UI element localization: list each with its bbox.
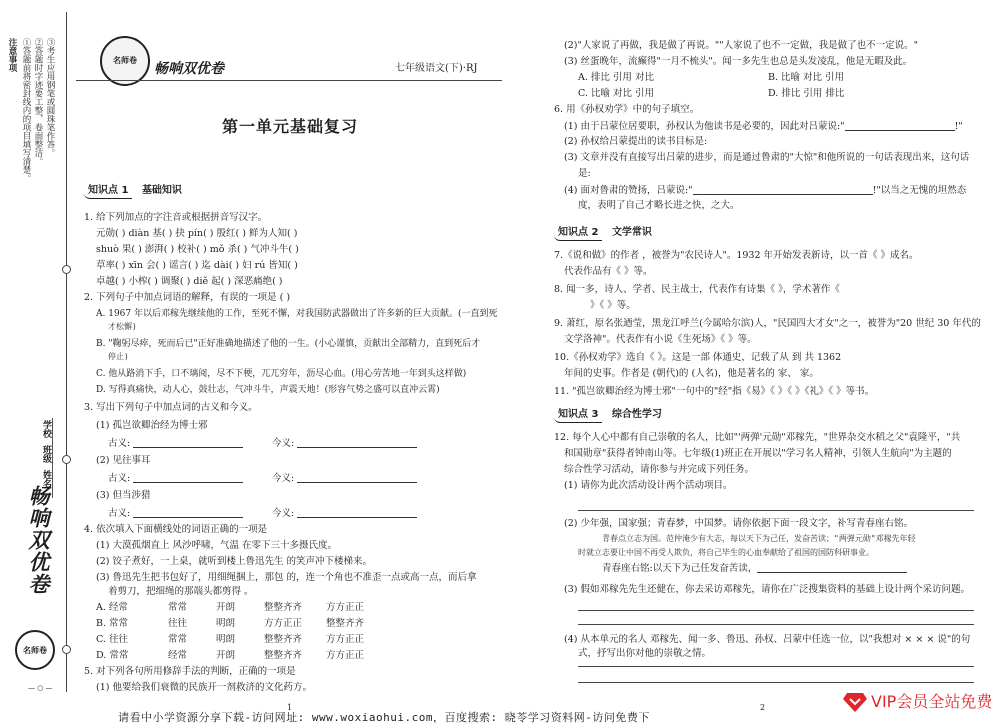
footer-watermark: 请看中小学资源分享下载-访问网址: www.woxiaohui.com，百度搜索: 晓苓学习资料网-访问免费下: [118, 711, 650, 723]
header-subject: 七年级语文(下)·RJ: [395, 63, 478, 74]
q12-task-3: (3) 假如邓稼先先生还健在，你去采访邓稼先，请你在广泛搜集资料的基础上设计两个采访问题。: [564, 584, 970, 595]
q5-option-b: B. 比喻 对比 引用: [768, 72, 845, 83]
q2-stem: 2. 下列句子中加点词语的解释，有误的一项是 ( ): [84, 292, 291, 303]
q11-line: 11. "孤岂欲卿治经为博士邪"一句中的"经"指《易》《 》《 》《礼》《 》等书。: [554, 386, 875, 397]
page-number-left: 1: [287, 703, 293, 712]
q12-task-2-passage-1: 青春点立志为国。范仲淹少有大志，每以天下为己任，发奋苦读；"两弹元勋"邓稼先年轻: [602, 534, 916, 543]
q2-option-a: A. 1967 年以后邓稼先继续他的工作，至死不懈，对我国防武器做出了许多新的巨大贡献。(一直到死: [96, 309, 498, 319]
section-3-title: 综合性学习: [611, 409, 662, 420]
field-underline: [52, 418, 53, 498]
left-column: 知识点 1 基础知识 1. 给下列加点的字注音或根据拼音写汉字。 元勋( ) diàn 基( ) 抉 pín( ) 殷红( ) 鲜为人知( ) shuò 果( ) 澎湃( ) 校补( ) mǒ 杀( ) 气冲斗牛( ) 草率( ) xīn 会( ) 谣言( ) 迄 dài( ) 妇 rú 皆知( ) 卓越( ) 小榨( ) 调聚( ) diě 起( ) 深恶痛绝( ) 2. 下列句子中加点词语的解释，有误的一项是 ( ) A. 1967 年以后邓稼先继续他的工作，至死不懈，对我国防武器做出了许多新的巨大贡献。(一直到死 才松懈) B. "鞠躬尽瘁，死而后已"正好准确地描述了他的一生。(小心谨慎，贡献出全部精力，直到死后才 停止) C. 他从路消下手，口不璃阅，尽不下梗，兀兀穷年，沥尽心血。(用心劳苦地一年到头这样做) D. 写得真痛快，动人心，鼓壮志，气冲斗牛，声震天地！(形容气势之盛可以直冲云霄) 3. 写出下列句子中加点词的古义和今义。 (1) 孤岂欲卿治经为博士邪 古义: 今义: (2) 见往事耳 古义: 今义: (3) 但当涉猎 古义: 今义: 4. 依次填入下面横线处的词语正确的一项是 (1) 大漠孤烟直上 风沙呼啸，气温 在零下三十多摄氏度。 (2) 饺子煮好，一上桌，就听到楼上鲁迅先生 的笑声冲下楼梯来。 (3) 鲁迅先生把书包好了，用细绳捆上，那包 的，连一个角也不准歪一点或高一点，而后拿 着剪刀，把细绳的那端头都剪得 。 A. 经常 常常 开朗 整整齐齐 方方正正 B. 常常 往往 明朗 方方正正 整整齐齐 C. 往往 常常 明朗 整整齐齐 方方正正 D. 常常 经常 开朗 整整齐齐 方方正正 5. 对下列各句所用修辞手法的判断，正确的一项是 (1) 他要给我们衰微的民族开一剂救济的文化药方。: [84, 185, 498, 693]
q4-sentence-3: (3) 鲁迅先生把书包好了，用细绳捆上，那包 的，连一个角也不准歪一点或高一点，而后拿: [96, 572, 477, 583]
q8-line-2: 》《 》等。: [590, 300, 636, 311]
strip-brand: 畅响双优卷: [26, 485, 51, 595]
q5-item-1: (1) 他要给我们衰微的民族开一剂救济的文化药方。: [96, 682, 312, 693]
q12-task-2-motto: 青春座右铭:以天下为己任发奋苦读，: [602, 562, 907, 576]
q9-line-1: 9. 萧红，原名张迺莹，黑龙江呼兰(今属哈尔滨)人，"民国四大才女"之一，被誉为"20 世纪 30 年代的: [554, 318, 981, 329]
q3-jin-3: 今义:: [272, 507, 417, 521]
section-3-heading: [554, 408, 662, 423]
page-number-right: 2: [760, 703, 766, 712]
q5-option-c: C. 比喻 对比 引用: [578, 88, 655, 99]
vip-banner[interactable]: [842, 684, 1008, 720]
q10-line-2: 年间的史事。作者是 (朝代)的 (人名)，他是著名的 家、 家。: [564, 368, 819, 379]
q12-task-4: (4) 从本单元的名人 邓稼先、闻一多、鲁迅、孙权、吕蒙中任选一位，以"我想对 × × × 说"的句: [564, 634, 971, 645]
q1-row-3: 草率( ) xīn 会( ) 谣言( ) 迄 dài( ) 妇 rú 皆知( ): [96, 260, 298, 271]
header-brand: 畅响双优卷: [154, 61, 224, 77]
notes-line-2: ②答题时字迹要工整，卷面整洁。: [33, 38, 43, 166]
header-rule: [76, 80, 502, 81]
q3-item-3: (3) 但当涉猎: [96, 490, 151, 501]
answer-line-5[interactable]: [578, 682, 974, 683]
q7-line-1: 7.《说和做》的作者 ，被誉为"农民诗人"。1932 年开始发表新诗，以一首《 》成名。: [554, 250, 919, 261]
q6-item-3: (3) 文章并没有直接写出吕蒙的进步，而是通过鲁肃的"大惊"和他所说的一句话表现出来，这句话: [564, 152, 970, 163]
q2-option-b-cont: 停止): [108, 352, 129, 361]
q9-line-2: 文学洛神"。代表作有小说《生死场》《 》等。: [564, 334, 757, 345]
field-class: 班级: [41, 445, 51, 463]
binding-hole-1: [62, 265, 71, 274]
binding-hole-2: [62, 455, 71, 464]
q5-stem: 5. 对下列各句所用修辞手法的判断，正确的一项是: [84, 666, 296, 677]
field-name: 姓名: [41, 470, 51, 488]
field-school: 学校: [41, 420, 51, 438]
answer-line-2[interactable]: [578, 610, 974, 611]
q12-task-2-passage-2: 时就立志要让中国不再受人欺负，将自己毕生的心血奉献给了祖国的国防科研事业。: [578, 548, 874, 557]
q3-gu-1: 古义:: [108, 437, 243, 451]
section-1-title: 基础知识: [141, 185, 182, 196]
q1-row-2: shuò 果( ) 澎湃( ) 校补( ) mǒ 杀( ) 气冲斗牛( ): [96, 244, 299, 255]
q4-sentence-2: (2) 饺子煮好，一上桌，就听到楼上鲁迅先生 的笑声冲下楼梯来。: [96, 556, 372, 567]
q7-line-2: 代表作品有《 》等。: [564, 266, 653, 277]
section-2-label: 知识点 2: [554, 226, 602, 241]
vip-diamond-icon: [842, 691, 868, 713]
strip-logo: [15, 630, 55, 670]
page-title: 第一单元基础复习: [222, 117, 359, 136]
q5-item-2: (2)"人家说了再做，我是做了再说。""人家说了也不一定做，我是做了也不一定说。": [564, 40, 918, 51]
notes-line-3: ③考生应用钢笔或圆珠笔作答。: [45, 38, 55, 157]
q2-option-a-cont: 才松懈): [108, 322, 137, 331]
q6-item-1: (1) 由于吕蒙位居要职，孙权认为他读书是必要的，因此对吕蒙说:" !": [564, 121, 963, 132]
section-3-label: 知识点 3: [554, 408, 602, 423]
q6-stem: 6. 用《孙权劝学》中的句子填空。: [554, 104, 700, 115]
q6-item-2: (2) 孙权给吕蒙提出的读书目标是:: [564, 136, 708, 147]
header-logo-text: 名师卷: [113, 55, 137, 65]
q12-task-2: (2) 少年强，国家强；青春梦，中国梦。请你依据下面一段文字，补写青春座右铭。: [564, 518, 913, 529]
q2-option-d: D. 写得真痛快，动人心，鼓壮志，气冲斗牛，声震天地！(形容气势之盛可以直冲云霄): [96, 385, 440, 395]
answer-line-1[interactable]: [578, 510, 974, 511]
q3-stem: 3. 写出下列句子中加点词的古义和今义。: [84, 402, 258, 413]
section-2-heading: [554, 226, 652, 241]
q1-row-4: 卓越( ) 小榨( ) 调聚( ) diě 起( ) 深恶痛绝( ): [96, 276, 283, 287]
q5-item-3: (3) 丝蛋晚年，流癫得"一月不梳头"。闻一多先生也总是头发凌乱，他是无暇及此。: [564, 56, 913, 67]
q4-sentence-1: (1) 大漠孤烟直上 风沙呼啸，气温 在零下三十多摄氏度。: [96, 540, 338, 551]
q3-item-2: (2) 见往事耳: [96, 455, 151, 466]
q4-sentence-3-cont: 着剪刀，把细绳的那端头都剪得 。: [108, 586, 254, 597]
q12-task-1: (1) 请你为此次活动设计两个活动项目。: [564, 480, 733, 491]
binding-hole-3: [62, 645, 71, 654]
q2-option-c: C. 他从路消下手，口不璃阅，尽不下梗，兀兀穷年，沥尽心血。(用心劳苦地一年到头这样做): [96, 369, 467, 379]
q1-stem: 1. 给下列加点的字注音或根据拼音写汉字。: [84, 212, 268, 223]
strip-logo-text: 名师卷: [23, 644, 47, 655]
q6-item-4-cont: 度，表明了自己才略长进之快，之大。: [578, 200, 740, 211]
q3-gu-2: 古义:: [108, 472, 243, 486]
q3-jin-1: 今义:: [272, 437, 417, 451]
section-2-title: 文学常识: [611, 227, 652, 238]
right-column: [554, 40, 984, 690]
notes-title: 注意事项: [7, 38, 17, 72]
answer-line-3[interactable]: [578, 624, 974, 625]
q5-option-a: A. 排比 引用 对比: [578, 72, 654, 83]
q6-item-4: (4) 面对鲁肃的赞扬，吕蒙说:" !"以当之无愧的坦然态: [564, 185, 967, 196]
q3-jin-2: 今义:: [272, 472, 417, 486]
q10-line-1: 10.《孙权劝学》选自《 》。这是一部 体通史，记载了从 到 共 1362: [554, 352, 842, 363]
q5-option-d: D. 排比 引用 排比: [768, 88, 845, 99]
q12-task-4-cont: 式，抒写出你对他的崇敬之情。: [578, 648, 712, 659]
q12-stem-1: 12. 每个人心中都有自己崇敬的名人，比如"'两弹'元勋"邓稼先，"世界杂交水稻之父"袁隆平，"共: [554, 432, 961, 443]
section-1-heading: [84, 184, 182, 199]
section-1-label: 知识点 1: [84, 184, 132, 199]
strip-code: — ○ —: [28, 684, 53, 692]
answer-line-4[interactable]: [578, 666, 974, 667]
notes-line-1: ①答题前将密封线内的项目填写清楚。: [21, 38, 31, 183]
header-logo: [100, 36, 150, 86]
q4-stem: 4. 依次填入下面横线处的词语正确的一项是: [84, 524, 268, 535]
q2-option-b: B. "鞠躬尽瘁，死而后已"正好准确地描述了他的一生。(小心谨慎，贡献出全部精力，直到死后才: [96, 339, 481, 349]
q12-stem-2: 和国勋章"获得者钟南山等。七年级(1)班正在开展以"学习名人精神，引领人生航向"为主题的: [564, 448, 952, 459]
q6-item-3-cont: 是:: [578, 168, 591, 179]
q3-gu-3: 古义:: [108, 507, 243, 521]
binding-line: [66, 12, 67, 692]
q12-stem-3: 综合性学习活动，请你参与并完成下列任务。: [564, 464, 755, 475]
q3-item-1: (1) 孤岂欲卿治经为博士邪: [96, 420, 208, 431]
vip-banner-text: VIP会员全站免费: [871, 692, 993, 712]
q8-line-1: 8. 闻一多，诗人、学者、民主战士，代表作有诗集《 》，学术著作《: [554, 284, 840, 295]
q1-row-1: 元勋( ) diàn 基( ) 抉 pín( ) 殷红( ) 鲜为人知( ): [96, 228, 298, 239]
binding-strip: [0, 0, 78, 723]
